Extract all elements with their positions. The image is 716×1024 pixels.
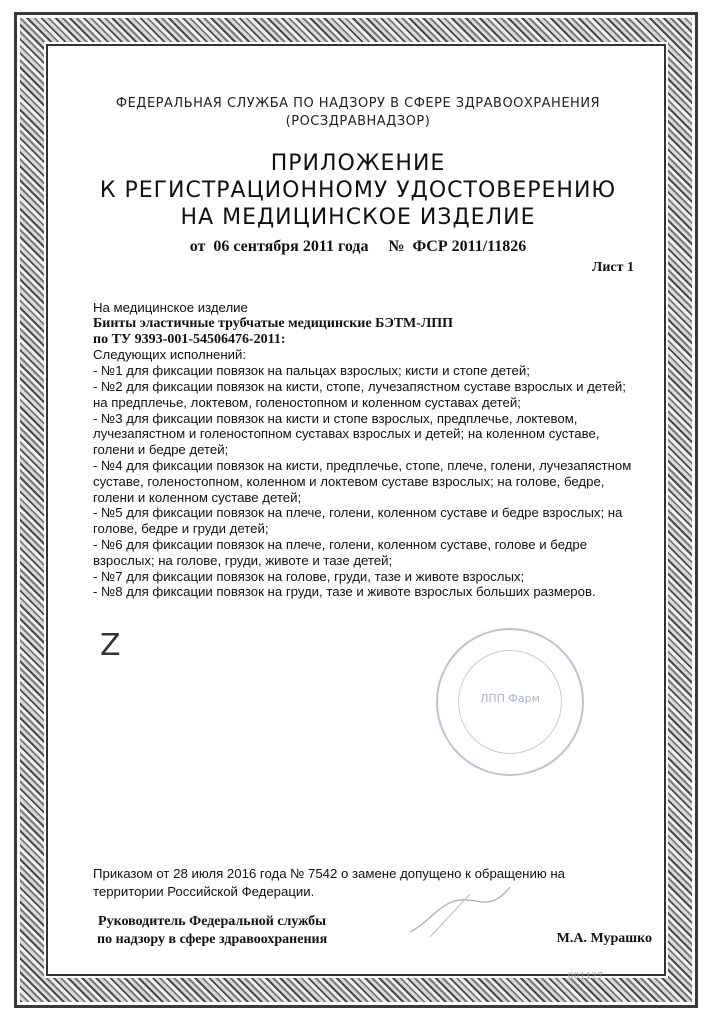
variant-line: голени и бедре детей; <box>93 442 229 458</box>
document-title <box>60 150 656 231</box>
variant-line: лучезапястном и голеностопном суставах взрослых и детей; на коленном суставе, <box>93 426 600 442</box>
variant-line: взрослых; на голове, груди, животе и тазе детей; <box>93 552 393 568</box>
product-name: Бинты эластичные трубчатые медицинские БЭТМ-ЛПП <box>93 315 454 331</box>
registration-date-number: от 06 сентября 2011 года № ФСР 2011/11826 <box>189 238 527 255</box>
serial-number: 001127 <box>568 971 604 982</box>
variant-line: - №3 для фиксации повязок на кисти и стопе взрослых, предплечье, локтевом, <box>93 410 578 426</box>
variant-line: - №7 для фиксации повязок на голове, груди, тазе и животе взрослых; <box>93 568 525 584</box>
body-intro: На медицинское изделие <box>93 300 248 315</box>
order-line-1: Приказом от 28 июля 2016 года № 7542 о замене допущено к обращению на <box>93 866 565 881</box>
document-body <box>93 300 653 600</box>
stamp-center-text: ЛПП Фарм <box>480 692 540 705</box>
agency-name: ФЕДЕРАЛЬНАЯ СЛУЖБА ПО НАДЗОРУ В СФЕРЕ ЗДРАВООХРАНЕНИЯ <box>115 96 601 111</box>
variant-line: суставе, голеностопном, коленном и локтевом суставе взрослых; на голове, бедре, <box>93 473 605 489</box>
product-spec: по ТУ 9393-001-54506476-2011: <box>93 331 286 347</box>
company-stamp <box>436 628 584 776</box>
closing-z-mark: Z <box>100 628 121 663</box>
sheet-number: Лист 1 <box>591 260 634 275</box>
order-note <box>93 865 633 901</box>
variant-line: голове, бедре и груди детей; <box>93 521 269 537</box>
title-line-1: ПРИЛОЖЕНИЕ <box>270 151 446 176</box>
variants-heading: Следующих исполнений: <box>93 347 247 363</box>
variant-line: - №8 для фиксации повязок на груди, тазе и животе взрослых больших размеров. <box>93 584 596 600</box>
variant-line: - №4 для фиксации повязок на кисти, предплечье, стопе, плече, голени, лучезапястном <box>93 457 632 473</box>
variant-line: - №6 для фиксации повязок на плече, голени, коленном суставе, голове и бедре <box>93 536 588 552</box>
agency-short-name: (РОСЗДРАВНАДЗОР) <box>285 114 431 129</box>
title-line-2: К РЕГИСТРАЦИОННОМУ УДОСТОВЕРЕНИЮ <box>99 178 617 203</box>
variant-line: - №5 для фиксации повязок на плече, голени, коленном суставе и бедре взрослых; на <box>93 505 623 521</box>
signer-title <box>97 913 327 949</box>
variant-line: на предплечье, локтевом, голеностопном и коленном суставах детей; <box>93 394 521 410</box>
agency-header <box>60 95 656 131</box>
signer-line-1: Руководитель Федеральной службы <box>98 914 327 929</box>
title-line-3: НА МЕДИЦИНСКОЕ ИЗДЕЛИЕ <box>180 205 536 230</box>
order-line-2: территории Российской Федерации. <box>93 884 315 899</box>
signer-line-2: по надзору в сфере здравоохранения <box>97 932 328 947</box>
signer-name: М.А. Мурашко <box>556 931 652 946</box>
variant-line: - №2 для фиксации повязок на кисти, стопе, лучезапястном суставе взрослых и детей; <box>93 378 626 394</box>
variant-line: голени и коленном суставе детей; <box>93 489 302 505</box>
variant-line: - №1 для фиксации повязок на пальцах взрослых; кисти и стопе детей; <box>93 363 530 379</box>
signature-scribble <box>400 882 520 947</box>
